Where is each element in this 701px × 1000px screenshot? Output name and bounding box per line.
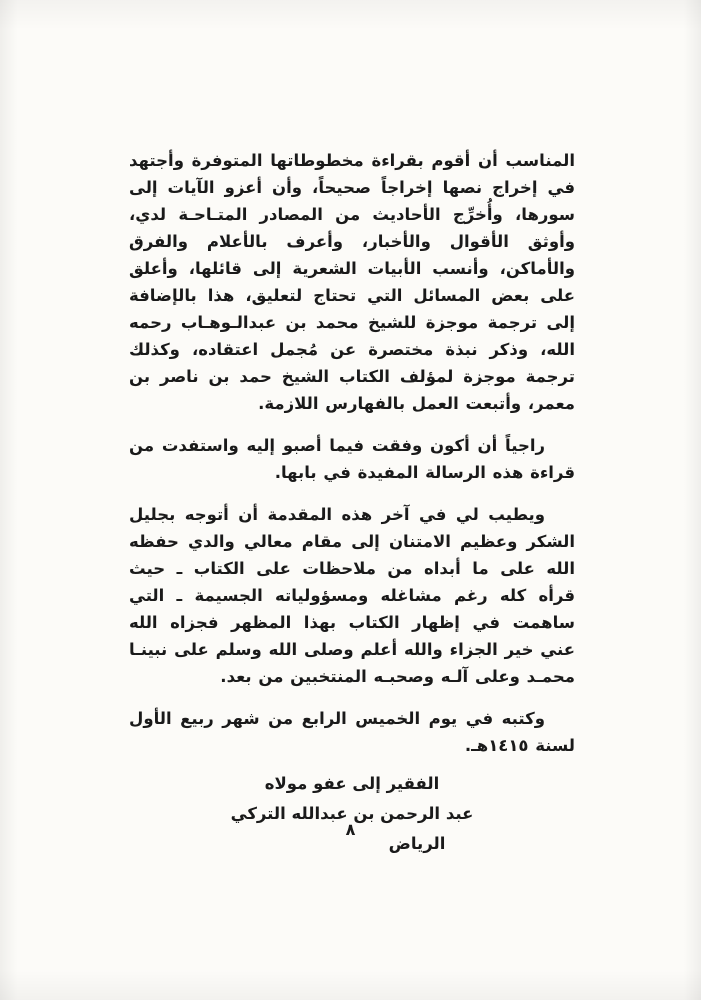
signature-city: الرياض — [388, 834, 446, 853]
page-text-block — [129, 147, 575, 859]
colophon-date-paragraph: وكتبه في يوم الخميس الرابع من شهر ربيع الأول لسنة ١٤١٥هـ. — [129, 709, 575, 755]
body-paragraph-1: المناسب أن أقوم بقراءة مخطوطاتها المتوفرة وأجتهد في إخراج نصها إخراجاً صحيحاً، وأن أعزو الآيات إلى سورها، وأُخرِّج الأحاديث من المصادر المتـاحـة لدي، وأوثق الأقوال والأخبار، وأعرف بالأعلام والفرق والأماكن، وأنسب الأبيات الشعرية إلى قائلها، وأعلق على بعض المسائل التي تحتاج لتعليق، هذا بالإضافة إلى ترجمة موجزة للشيخ محمد بن عبدالـوهـاب رحمه الله، وذكر نبذة مختصرة عن مُجمل اعتقاده، وكذلك ترجمة موجزة لمؤلف الكتاب الشيخ حمد بن ناصر بن معمر، وأتبعت العمل بالفهارس اللازمة. — [129, 151, 575, 413]
signature-honorific: الفقير إلى عفو مولاه — [264, 774, 440, 793]
signature-block — [129, 769, 575, 859]
body-paragraph-3: ويطيب لي في آخر هذه المقدمة أن أتوجه بجليل الشكر وعظيم الامتنان إلى مقام معالي والدي حفظه الله على ما أبداه من ملاحظات على الكتاب ـ حيث قرأه كله رغم مشاغله ومسؤولياته الجسيمة ـ التي ساهمت في إظهار الكتاب بهذا المظهر فجزاه الله عني خير الجزاء والله أعلم وصلى الله وسلم على نبينـا محمـد وعلى آلـه وصحبـه المنتخبين من بعد. — [129, 505, 575, 686]
signature-author-name: عبد الرحمن بن عبدالله التركي — [230, 804, 474, 823]
body-paragraph-2: راجياً أن أكون وفقت فيما أصبو إليه واستفدت من قراءة هذه الرسالة المفيدة في بابها. — [129, 436, 575, 482]
page-number: ٨ — [345, 820, 356, 839]
